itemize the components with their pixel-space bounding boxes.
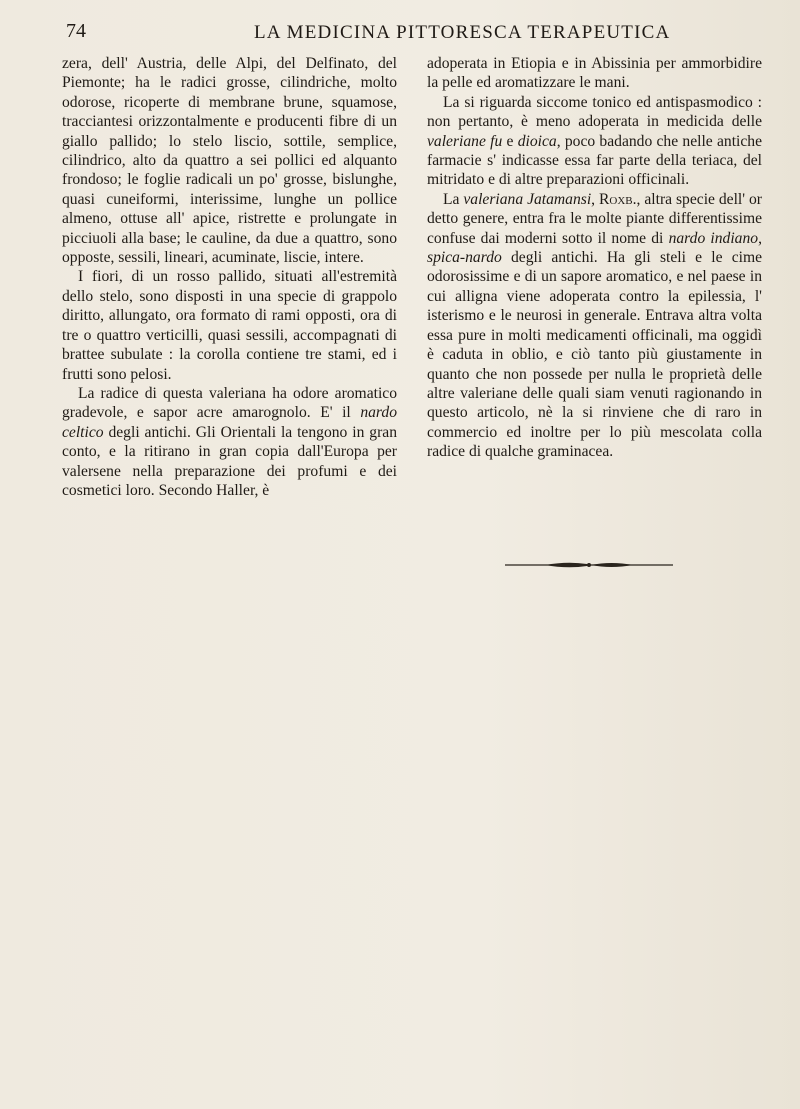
end-ornament (505, 560, 673, 570)
paragraph: adoperata in Etiopia e in Abissinia per ammorbidire la pelle ed aromatizzare le mani. (427, 55, 762, 92)
paragraph (427, 93, 762, 190)
italic-term: valeriane fu (427, 132, 503, 150)
text-run: , poco badando che nelle antiche farmacie s' indicasse essa far parte della teriaca, del mitridato e di altre preparazioni officinali. (427, 132, 762, 189)
italic-term: spica-nardo (427, 249, 502, 267)
text-run: La (443, 190, 464, 208)
text-run: e (502, 132, 518, 150)
paragraph (427, 190, 762, 462)
page-header (58, 18, 758, 50)
left-column (62, 54, 397, 500)
italic-term: nardo celtico (62, 404, 397, 441)
italic-term: valeriana Jatamansi (463, 190, 592, 208)
running-title: LA MEDICINA PITTORESCA TERAPEUTICA (254, 22, 671, 43)
italic-term: dioica (517, 132, 557, 150)
text-run: , (758, 229, 762, 247)
paragraph: I fiori, di un rosso pallido, situati all'estremità dello stelo, sono disposti in una specie di grappolo diritto, allungato, ora formato di rami opposti, ora di tre o quattro verticilli, quasi sessili, accompagnati di brattee subulate : la corolla contiene tre stami, ed i frutti sono pelosi. (62, 268, 397, 383)
right-column (427, 54, 762, 462)
page-number: 74 (66, 20, 86, 42)
text-run: La radice di questa valeriana ha odore aromatico gradevole, e sapor acre amarognolo. E' il (62, 384, 397, 422)
paragraph (62, 384, 397, 500)
text-run: degli antichi. Gli Orientali la tengono in gran conto, e la ritirano in gran copia dall'Europa per valersene nella preparazione dei profumi e dei cosmetici loro. Secondo Haller, è (62, 423, 397, 499)
paragraph: zera, dell' Austria, delle Alpi, del Delfinato, del Piemonte; ha le radici grosse, cilindriche, molto odorose, ricoperte di membrane brune, squamose, tracciantesi orizzontalmente e producenti fibre di un giallo pallido; lo stelo liscio, sottile, semplice, cilindrico, alto da quattro a sei pollici ed alquanto frondoso; le foglie radicali un po' grosse, bislunghe, quasi cuneiformi, interissime, lunghe un pollice almeno, ottuse all' apice, ristrette e prolungate in picciuoli alla base; le cauline, da due a quattro, sono opposte, sessili, lineari, acuminate, liscie, intere. (62, 55, 397, 267)
italic-term: nardo indiano (668, 229, 759, 247)
text-run: , (591, 190, 599, 208)
author-abbreviation: Roxb. (599, 190, 637, 208)
text-run: degli antichi. Ha gli steli e le cime odorosissime e di un sapore aromatico, e nel paese in cui alligna viene adoperata contro la epilessia, l' isterismo e le neurosi in generale. Entrava altra volta essa pure in molti medicamenti officinali, ma oggidì è caduta in oblio, e ciò tanto più giustamente in quanto che non possede per nulla le proprietà delle altre valeriane delle quali siam venuti ragionando in questo articolo, nè la si rinviene che di raro in commercio ed inoltre per lo più mescolata colla radice di qualche graminacea. (427, 249, 762, 461)
text-run: La si riguarda siccome tonico ed antispasmodico : non pertanto, è meno adoperata in medicida delle (427, 93, 762, 131)
text-run: , altra specie dell' or detto genere, entra fra le molte piante differentissime confuse dai moderni sotto il nome di (427, 190, 762, 247)
